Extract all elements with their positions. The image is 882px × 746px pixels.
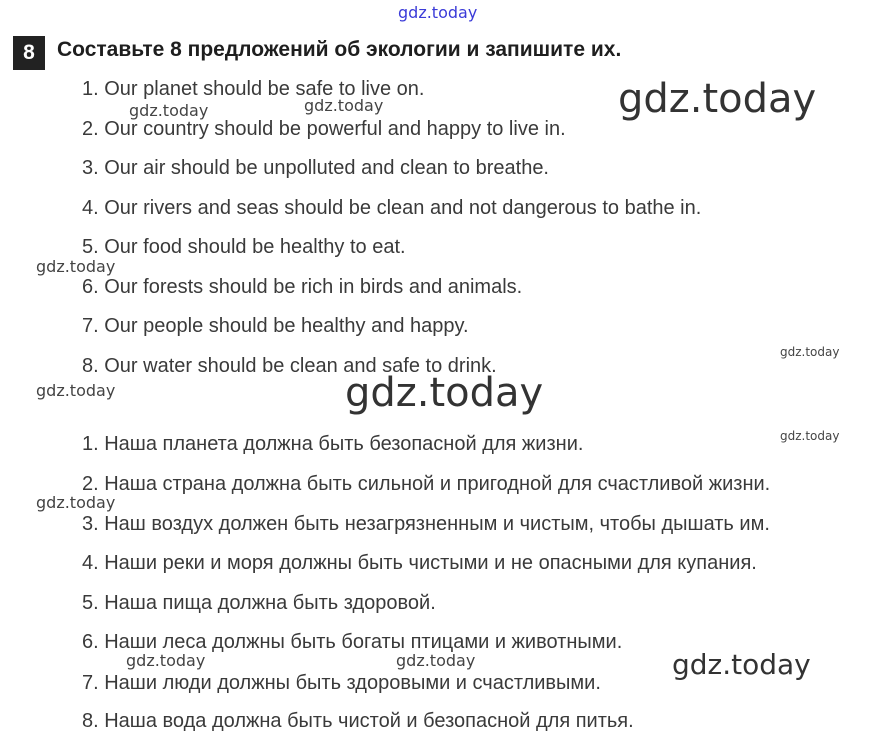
exercise-heading: Составьте 8 предложений об экологии и запишите их. — [57, 38, 622, 61]
russian-sentence-2: 2. Наша страна должна быть сильной и пригодной для счастливой жизни. — [82, 473, 771, 495]
exercise-number-badge: 8 — [13, 36, 45, 70]
watermark-text: gdz.today — [36, 257, 116, 276]
english-sentence-3: 3. Our air should be unpolluted and clean to breathe. — [82, 157, 549, 179]
watermark-text: gdz.today — [36, 493, 116, 512]
russian-sentence-3: 3. Наш воздух должен быть незагрязненным и чистым, чтобы дышать им. — [82, 513, 770, 535]
watermark-text: gdz.today — [618, 76, 817, 122]
russian-sentence-6: 6. Наши леса должны быть богаты птицами и животными. — [82, 631, 623, 653]
english-sentence-2: 2. Our country should be powerful and happy to live in. — [82, 118, 566, 140]
english-sentence-8: 8. Our water should be clean and safe to drink. — [82, 355, 497, 377]
russian-sentence-7: 7. Наши люди должны быть здоровыми и счастливыми. — [82, 672, 601, 694]
russian-sentence-8: 8. Наша вода должна быть чистой и безопасной для питья. — [82, 710, 634, 732]
watermark-text: gdz.today — [129, 101, 209, 120]
english-sentence-7: 7. Our people should be healthy and happy. — [82, 315, 469, 337]
english-sentence-6: 6. Our forests should be rich in birds and animals. — [82, 276, 523, 298]
watermark-text: gdz.today — [304, 96, 384, 115]
watermark-text: gdz.today — [780, 345, 840, 359]
watermark-text: gdz.today — [36, 381, 116, 400]
watermark-top[interactable]: gdz.today — [398, 3, 478, 22]
watermark-text: gdz.today — [396, 651, 476, 670]
english-sentence-5: 5. Our food should be healthy to eat. — [82, 236, 406, 258]
watermark-text: gdz.today — [126, 651, 206, 670]
russian-sentence-4: 4. Наши реки и моря должны быть чистыми и не опасными для купания. — [82, 552, 757, 574]
russian-sentence-5: 5. Наша пища должна быть здоровой. — [82, 592, 436, 614]
watermark-text: gdz.today — [672, 648, 811, 681]
watermark-text: gdz.today — [780, 429, 840, 443]
russian-sentence-1: 1. Наша планета должна быть безопасной для жизни. — [82, 433, 584, 455]
english-sentence-4: 4. Our rivers and seas should be clean and not dangerous to bathe in. — [82, 197, 702, 219]
watermark-text: gdz.today — [345, 370, 544, 416]
english-sentence-1: 1. Our planet should be safe to live on. — [82, 78, 425, 100]
